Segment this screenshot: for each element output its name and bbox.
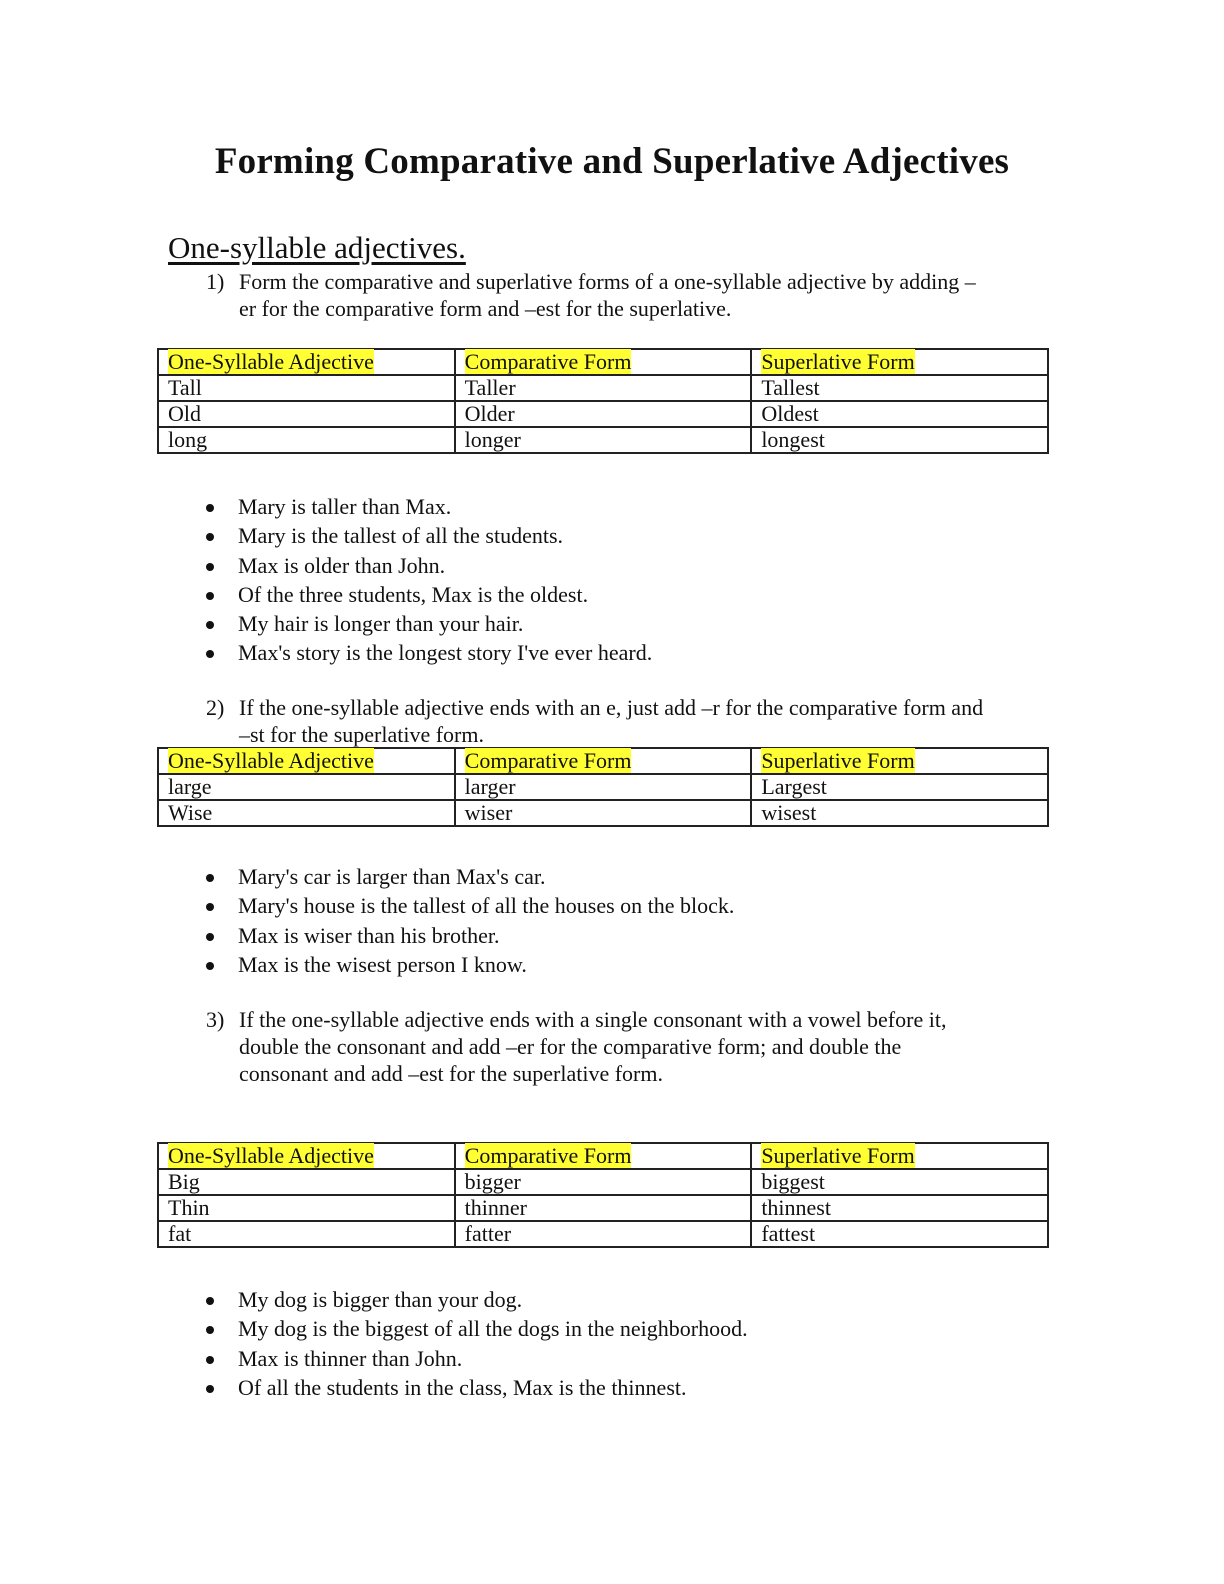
table-cell: Tall — [158, 375, 455, 401]
list-item — [206, 891, 734, 920]
table-row — [158, 1221, 1048, 1247]
section-heading: One-syllable adjectives. — [168, 230, 466, 265]
table-cell: longer — [455, 427, 752, 453]
list-item — [206, 1285, 748, 1314]
table-cell: fat — [158, 1221, 455, 1247]
rule-line: er for the comparative form and –est for the superlative. — [239, 296, 732, 321]
rule-text — [239, 694, 1056, 748]
table-cell: Wise — [158, 800, 455, 826]
table-cell: long — [158, 427, 455, 453]
bullet-icon — [206, 874, 214, 882]
adjective-table-1 — [157, 348, 1049, 454]
list-item — [206, 580, 652, 609]
rule-line: consonant and add –est for the superlative form. — [239, 1061, 663, 1086]
rule-line: If the one-syllable adjective ends with a single consonant with a vowel before it, — [239, 1007, 947, 1032]
example-text: Of all the students in the class, Max is the thinnest. — [238, 1374, 687, 1400]
rule-2 — [206, 694, 1056, 748]
list-item — [206, 862, 734, 891]
list-item — [206, 551, 652, 580]
example-text: My hair is longer than your hair. — [238, 611, 524, 637]
header-cell — [455, 349, 752, 375]
bullet-icon — [206, 650, 214, 658]
table-cell: biggest — [751, 1169, 1048, 1195]
list-item — [206, 521, 652, 550]
table-header-row — [158, 349, 1048, 375]
rule-line: If the one-syllable adjective ends with an e, just add –r for the comparative form and — [239, 695, 984, 720]
bullet-icon — [206, 1356, 214, 1364]
table-header-row — [158, 1143, 1048, 1169]
header-adjective: One-Syllable Adjective — [168, 748, 374, 773]
bullet-icon — [206, 621, 214, 629]
example-text: Mary's car is larger than Max's car. — [238, 864, 546, 889]
list-item — [206, 1344, 748, 1373]
table-header-row — [158, 748, 1048, 774]
table-cell: fattest — [751, 1221, 1048, 1247]
example-text: My dog is bigger than your dog. — [238, 1287, 523, 1312]
rule-number: 2) — [206, 695, 225, 720]
bullet-icon — [206, 933, 214, 941]
example-text: Max is thinner than John. — [238, 1345, 463, 1371]
list-item — [206, 950, 734, 979]
table-cell: bigger — [455, 1169, 752, 1195]
rule-text — [239, 268, 1056, 322]
header-superlative: Superlative Form — [761, 349, 915, 374]
list-item — [206, 921, 734, 950]
adjective-table-3 — [157, 1142, 1049, 1248]
table-row — [158, 427, 1048, 453]
rule-3 — [206, 1006, 1056, 1087]
table-cell: longest — [751, 427, 1048, 453]
header-cell — [455, 1143, 752, 1169]
table-cell: large — [158, 774, 455, 800]
example-text: Mary is the tallest of all the students. — [238, 523, 564, 549]
table-row — [158, 1195, 1048, 1221]
example-text: My dog is the biggest of all the dogs in the neighborhood. — [238, 1316, 748, 1342]
table-cell: Oldest — [751, 401, 1048, 427]
header-superlative: Superlative Form — [761, 748, 915, 773]
rule-line: Form the comparative and superlative forms of a one-syllable adjective by adding – — [239, 269, 976, 294]
list-item — [206, 492, 652, 521]
list-item — [206, 609, 652, 638]
header-cell — [158, 349, 455, 375]
header-superlative: Superlative Form — [761, 1143, 915, 1168]
bullet-icon — [206, 962, 214, 970]
example-text: Max is wiser than his brother. — [238, 922, 500, 948]
table-cell: larger — [455, 774, 752, 800]
header-comparative: Comparative Form — [464, 748, 632, 773]
header-adjective: One-Syllable Adjective — [168, 349, 374, 374]
table-cell: fatter — [455, 1221, 752, 1247]
bullet-icon — [206, 592, 214, 600]
header-adjective: One-Syllable Adjective — [168, 1143, 374, 1168]
table-row — [158, 401, 1048, 427]
table-cell: Old — [158, 401, 455, 427]
example-list-2 — [206, 862, 734, 979]
page-title: Forming Comparative and Superlative Adjectives — [214, 141, 1010, 182]
table-row — [158, 375, 1048, 401]
header-cell — [455, 748, 752, 774]
bullet-icon — [206, 533, 214, 541]
header-cell — [751, 349, 1048, 375]
example-text: Mary is taller than Max. — [238, 494, 452, 519]
table-cell: Tallest — [751, 375, 1048, 401]
header-comparative: Comparative Form — [464, 349, 632, 374]
rule-1 — [206, 268, 1056, 322]
example-text: Mary's house is the tallest of all the houses on the block. — [238, 893, 735, 919]
header-cell — [158, 1143, 455, 1169]
adjective-table-2 — [157, 747, 1049, 827]
header-comparative: Comparative Form — [464, 1143, 632, 1168]
header-cell — [751, 748, 1048, 774]
list-item — [206, 1314, 748, 1343]
bullet-icon — [206, 1326, 214, 1334]
example-text: Max is older than John. — [238, 552, 446, 578]
table-cell: Thin — [158, 1195, 455, 1221]
list-item — [206, 638, 652, 667]
table-cell: wisest — [751, 800, 1048, 826]
table-cell: Big — [158, 1169, 455, 1195]
table-cell: Older — [455, 401, 752, 427]
header-cell — [158, 748, 455, 774]
bullet-icon — [206, 1297, 214, 1305]
example-list-1 — [206, 492, 652, 668]
rule-number: 1) — [206, 269, 225, 294]
table-cell: wiser — [455, 800, 752, 826]
table-row — [158, 1169, 1048, 1195]
table-row — [158, 800, 1048, 826]
example-text: Max's story is the longest story I've ever heard. — [238, 640, 653, 666]
list-item — [206, 1373, 748, 1402]
rule-line: –st for the superlative form. — [239, 722, 484, 747]
example-list-3 — [206, 1285, 748, 1402]
table-cell: Taller — [455, 375, 752, 401]
example-text: Of the three students, Max is the oldest. — [238, 581, 589, 607]
bullet-icon — [206, 504, 214, 512]
rule-number: 3) — [206, 1007, 225, 1032]
example-text: Max is the wisest person I know. — [238, 951, 527, 977]
rule-line: double the consonant and add –er for the comparative form; and double the — [239, 1034, 902, 1059]
table-row — [158, 774, 1048, 800]
table-cell: thinnest — [751, 1195, 1048, 1221]
rule-text — [239, 1006, 1056, 1087]
table-cell: Largest — [751, 774, 1048, 800]
header-cell — [751, 1143, 1048, 1169]
bullet-icon — [206, 903, 214, 911]
table-cell: thinner — [455, 1195, 752, 1221]
bullet-icon — [206, 1385, 214, 1393]
bullet-icon — [206, 563, 214, 571]
